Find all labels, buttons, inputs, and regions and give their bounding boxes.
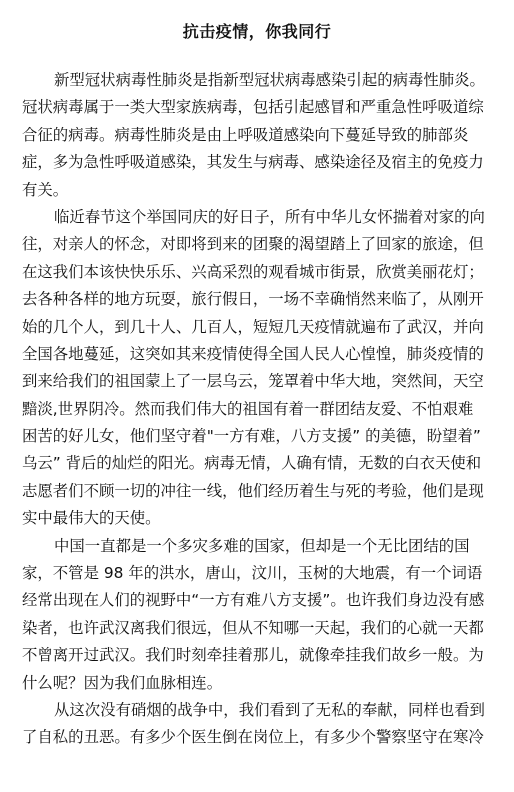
paragraph-line: 始的几个人，到几十人、几百人，短短几天疫情就遍布了武汉，并向 — [22, 317, 484, 336]
document-body — [22, 67, 502, 752]
paragraph-line: 到来给我们的祖国蒙上了一层乌云，笼罩着中华大地，突然间，天空 — [22, 372, 484, 391]
paragraph-line: 困苦的好儿女，他们坚守着"一方有难，八方支援” 的美德，盼望着” — [22, 427, 481, 446]
paragraph-line: 志愿者们不顾一切的冲往一线，他们经历着生与死的考验，他们是现 — [22, 481, 484, 500]
paragraph-line: 症，多为急性呼吸道感染，其发生与病毒、感染途径及宿主的免疫力 — [22, 153, 484, 172]
paragraph-4 — [22, 697, 502, 752]
paragraph-2 — [22, 204, 502, 533]
paragraph-1 — [22, 67, 502, 204]
paragraph-line: 什么呢？因为我们血脉相连。 — [22, 673, 223, 692]
paragraph-line: 实中最伟大的天使。 — [22, 509, 161, 528]
document-title: 抗击疫情，你我同行 — [182, 22, 332, 41]
paragraph-line: 合征的病毒。病毒性肺炎是由上呼吸道感染向下蔓延导致的肺部炎 — [22, 125, 469, 144]
paragraph-line: 染者，也许武汉离我们很远，但从不知哪一天起，我们的心就一天都 — [22, 618, 484, 637]
paragraph-line: 冠状病毒属于一类大型家族病毒，包括引起感冒和严重急性呼吸道综 — [22, 98, 484, 117]
paragraph-line: 有关。 — [22, 180, 69, 199]
paragraph-line: 中国一直都是一个多灾多难的国家，但却是一个无比团结的国 — [54, 536, 470, 555]
paragraph-line: 黯淡,世界阴冷。然而我们伟大的祖国有着一群团结友爱、不怕艰难 — [22, 399, 474, 418]
paragraph-line: 新型冠状病毒性肺炎是指新型冠状病毒感染引起的病毒性肺炎。 — [54, 71, 485, 89]
paragraph-line: 不曾离开过武汉。我们时刻牵挂着那儿，就像牵挂我们故乡一般。为 — [22, 646, 484, 665]
paragraph-line: 全国各地蔓延，这突如其来疫情使得全国人民人心惶惶，肺炎疫情的 — [22, 344, 484, 363]
paragraph-3 — [22, 533, 502, 697]
paragraph-line: 在这我们本该快快乐乐、兴高采烈的观看城市街景，欣赏美丽花灯； — [22, 262, 484, 281]
paragraph-line: 往，对亲人的怀念，对即将到来的团聚的渴望踏上了回家的旅途，但 — [22, 235, 484, 254]
paragraph-line: 临近春节这个举国同庆的好日子，所有中华儿女怀揣着对家的向 — [54, 207, 485, 226]
paragraph-line: 了自私的丑恶。有多少个医生倒在岗位上，有多少个警察坚守在寒冷 — [22, 728, 484, 747]
paragraph-line: 乌云” 背后的灿烂的阳光。病毒无情，人确有情，无数的白衣天使和 — [22, 454, 482, 473]
paragraph-line: 经常出现在人们的视野中“一方有难八方支援”。也许我们身边没有感 — [22, 591, 485, 610]
paragraph-line: 从这次没有硝烟的战争中，我们看到了无私的奉献，同样也看到 — [54, 700, 485, 719]
paragraph-line: 家，不管是 98 年的洪水，唐山，汶川，玉树的大地震，有一个词语 — [22, 564, 483, 583]
paragraph-line: 去各种各样的地方玩耍，旅行假日，一场不幸确悄然来临了，从刚开 — [22, 290, 484, 309]
